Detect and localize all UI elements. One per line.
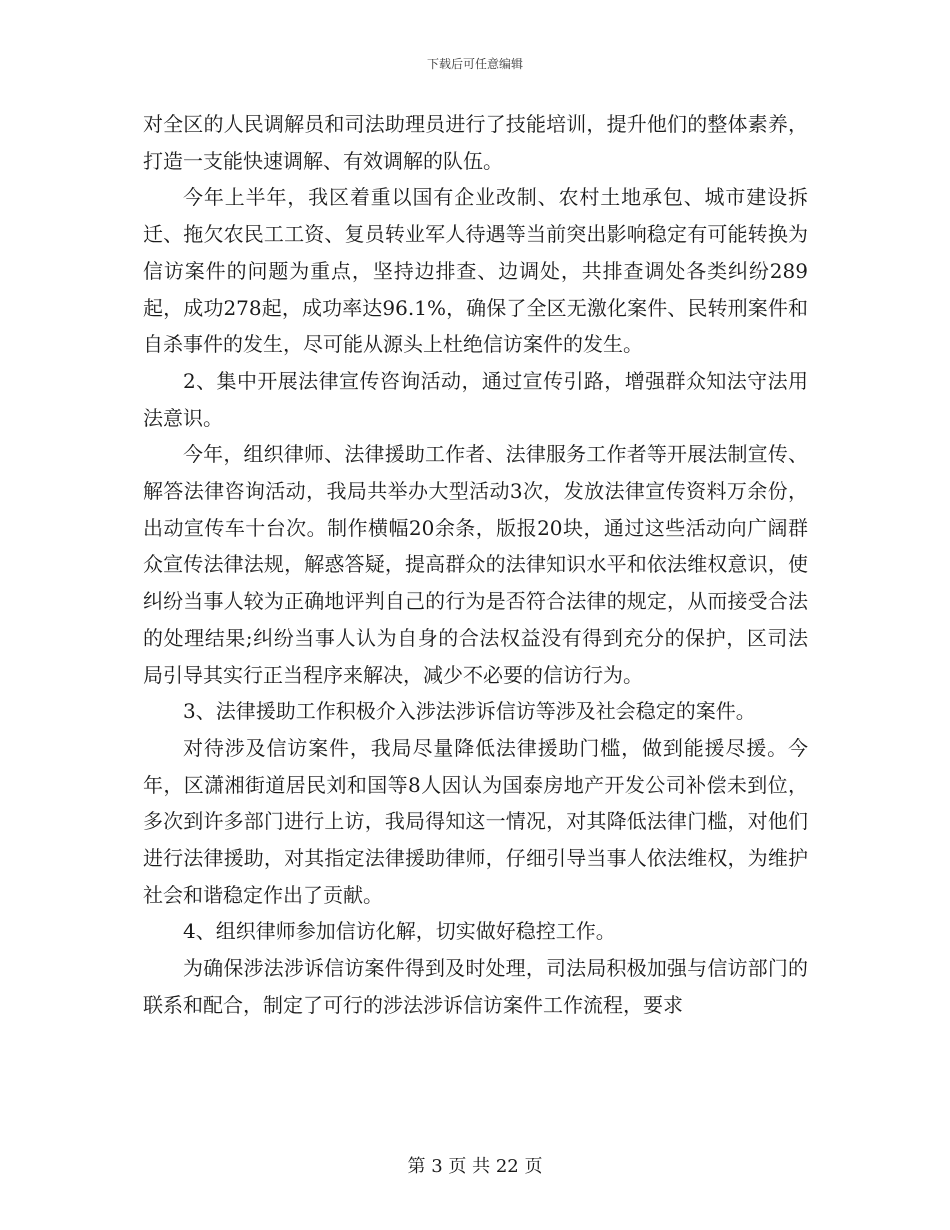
page-header: 下载后可任意编辑 <box>426 57 523 71</box>
paragraph: 3、法律援助工作积极介入涉法涉诉信访等涉及社会稳定的案件。 <box>183 699 756 724</box>
paragraph: 为确保涉法涉诉信访案件得到及时处理，司法局积极加强与信访部门的联系和配合，制定了可行的涉法涉诉信访案件工作流程，要求 <box>143 956 808 1017</box>
page-footer: 第 3 页 共 22 页 <box>407 1156 543 1177</box>
paragraph: 对全区的人民调解员和司法助理员进行了技能培训，提升他们的整体素养，打造一支能快速调解、有效调解的队伍。 <box>143 112 808 173</box>
document-body <box>143 106 808 1024</box>
paragraph: 4、组织律师参加信访化解，切实做好稳控工作。 <box>183 919 616 944</box>
paragraph: 2、集中开展法律宣传咨询活动，通过宣传引路，增强群众知法守法用法意识。 <box>143 368 808 430</box>
paragraph: 今年，组织律师、法律援助工作者、法律服务工作者等开展法制宣传、解答法律咨询活动，我局共举办大型活动3次，发放法律宣传资料万余份，出动宣传车十台次。制作横幅20余条，版报20块，通过这些活动向广阔群众宣传法律法规，解惑答疑，提高群众的法律知识水平和依法维权意识，使纠纷当事人较为正确地评判自己的行为是否符合法律的规定，从而接受合法的处理结果;纠纷当事人认为自身的合法权益没有得到充分的保护，区司法局引导其实行正当程序来解决，减少不必要的信访行为。 <box>143 442 808 687</box>
paragraph: 今年上半年，我区着重以国有企业改制、农村土地承包、城市建设拆迁、拖欠农民工工资、复员转业军人待遇等当前突出影响稳定有可能转换为信访案件的问题为重点，坚持边排查、边调处，共排查调处各类纠纷289起，成功278起，成功率达96.1%，确保了全区无激化案件、民转刑案件和自杀事件的发生，尽可能从源头上杜绝信访案件的发生。 <box>143 185 808 357</box>
paragraph: 对待涉及信访案件，我局尽量降低法律援助门槛，做到能援尽援。今年，区潇湘街道居民刘和国等8人因认为国泰房地产开发公司补偿未到位，多次到许多部门进行上访，我局得知这一情况，对其降低法律门槛，对他们进行法律援助，对其指定法律援助律师，仔细引导当事人依法维权，为维护社会和谐稳定作出了贡献。 <box>143 735 808 907</box>
